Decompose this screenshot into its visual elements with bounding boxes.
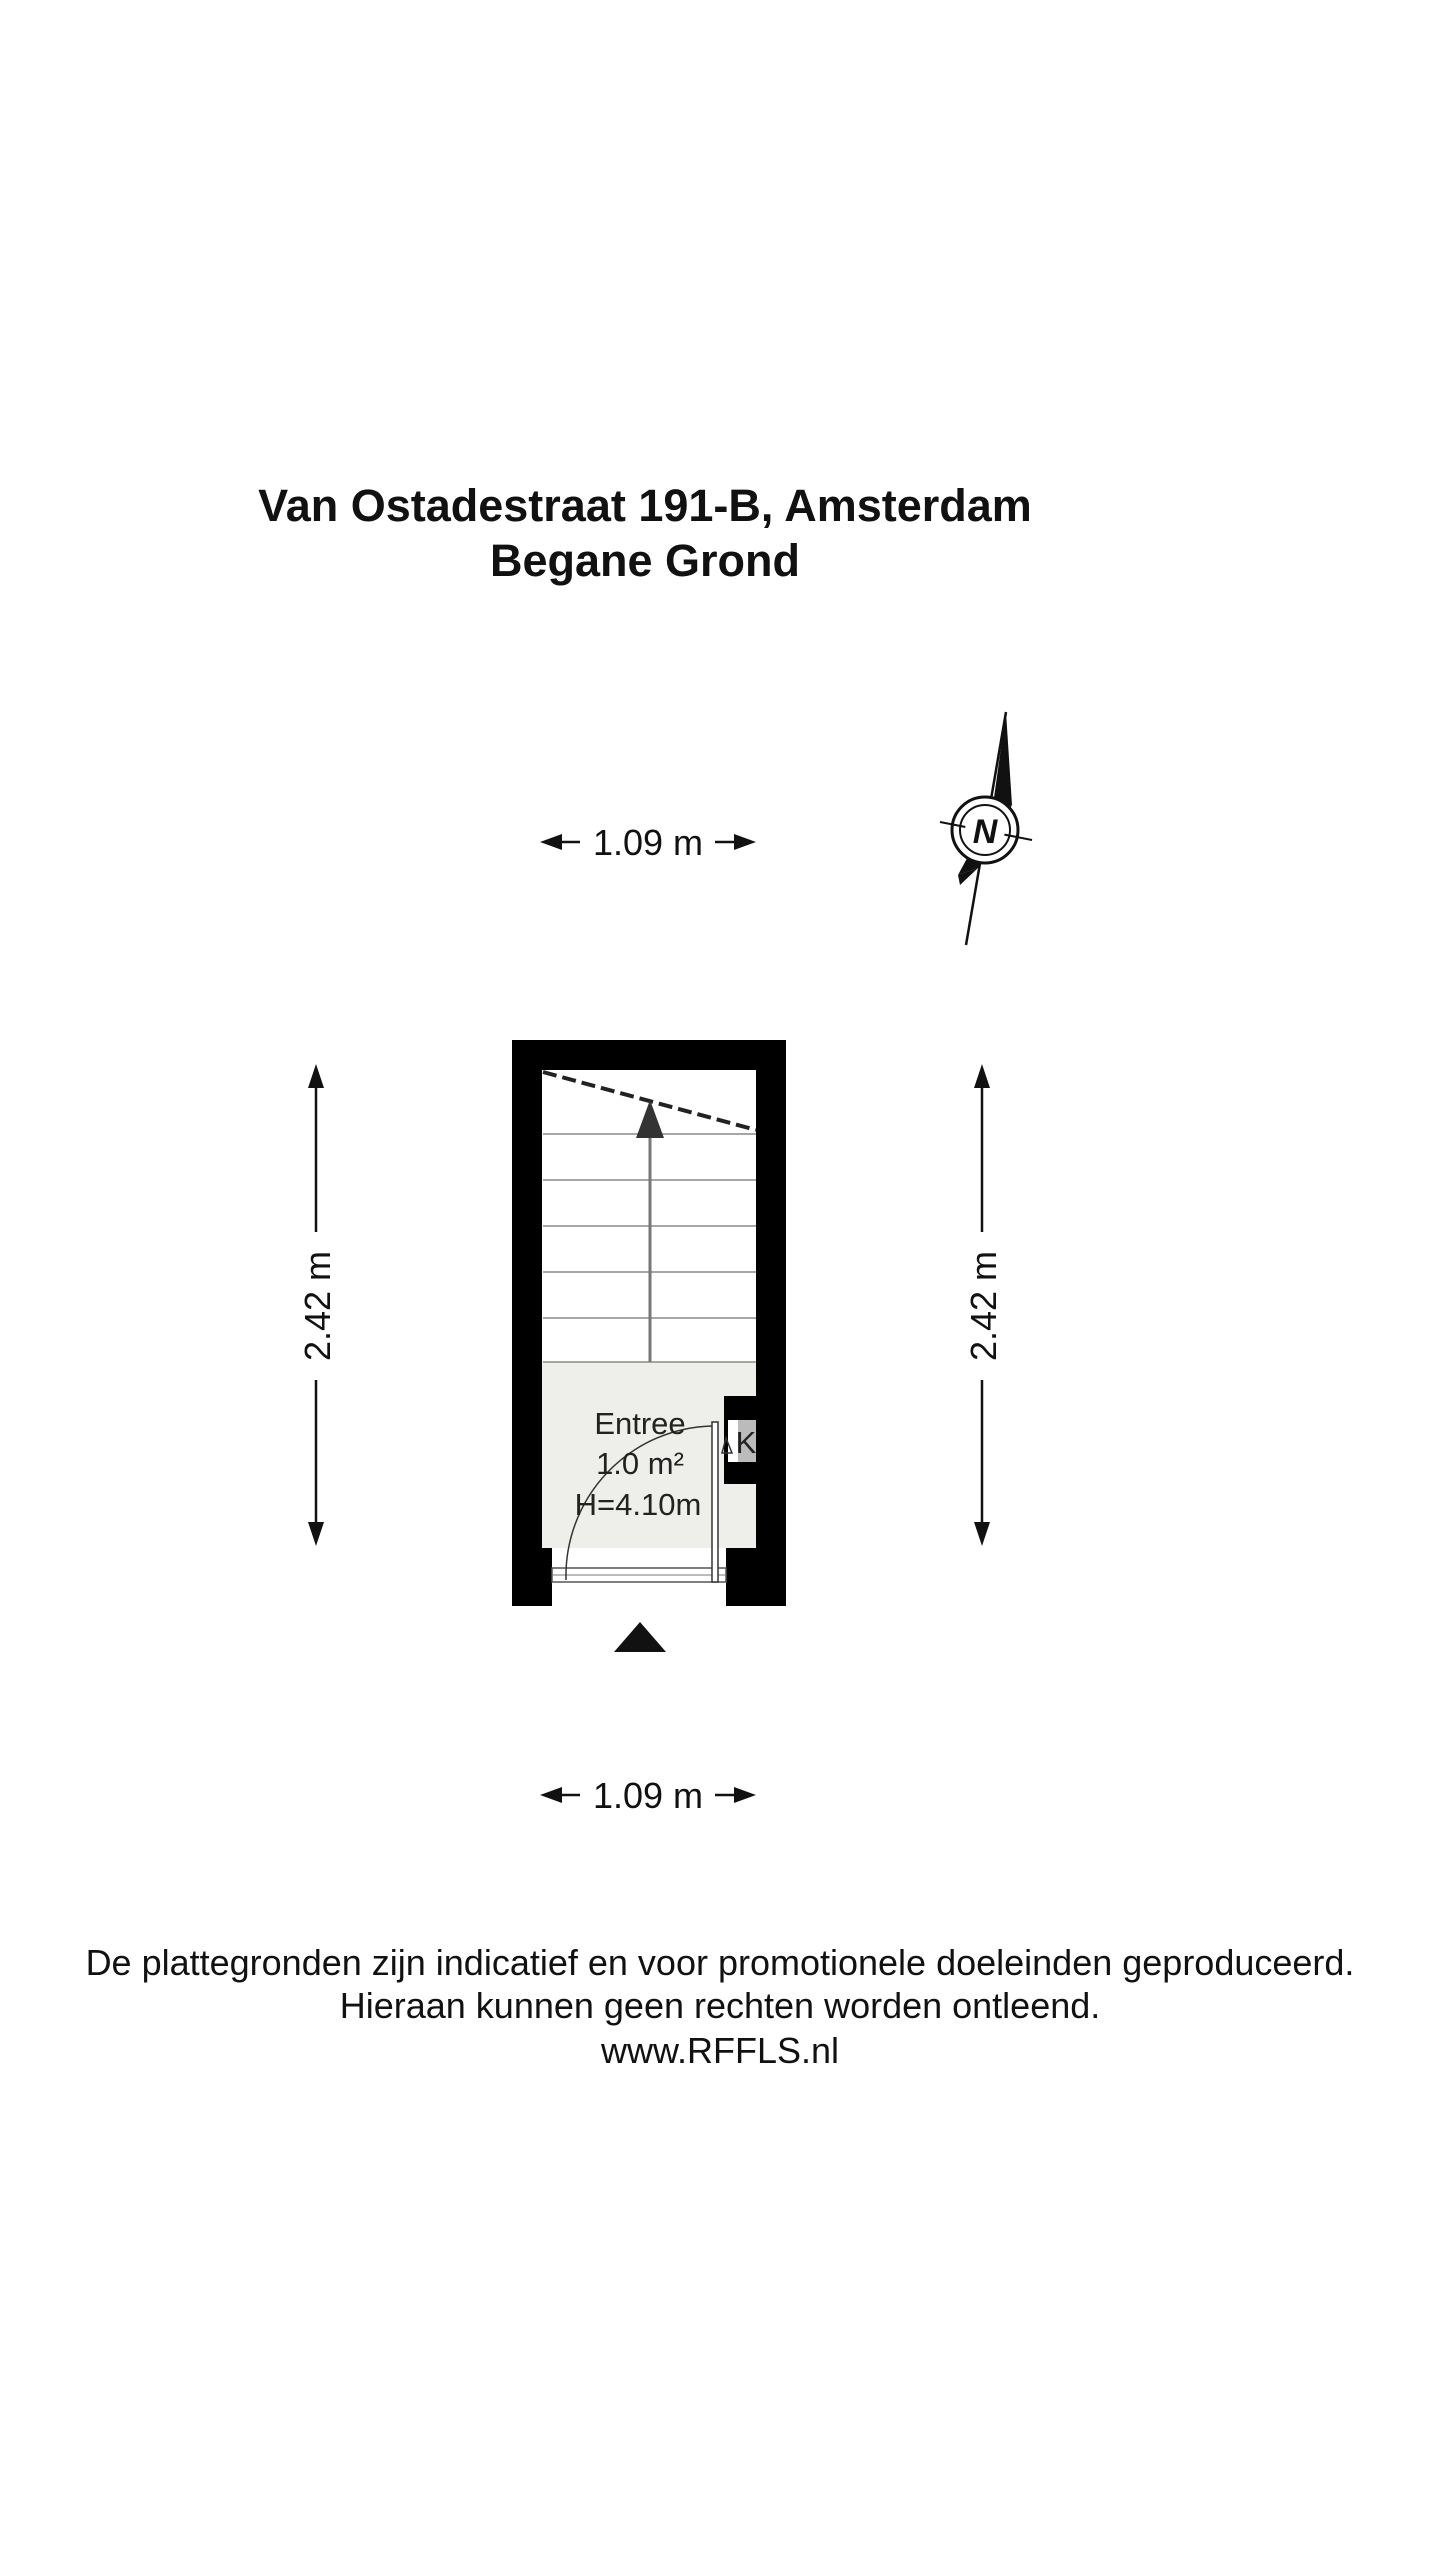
- north-arrow-icon: [940, 712, 1032, 945]
- right-height-label: 2.42 m: [963, 1250, 1004, 1362]
- disclaimer-line-2: Hieraan kunnen geen rechten worden ontleend.: [339, 1985, 1101, 2026]
- website-link[interactable]: www.RFFLS.nl: [600, 2030, 840, 2071]
- dimension-left-height: [297, 1064, 338, 1546]
- dimension-right-height: [963, 1064, 1004, 1546]
- disclaimer-line-1: De plattegronden zijn indicatief en voor promotionele doeleinden geproduceerd.: [85, 1942, 1355, 1983]
- plan-title-address: Van Ostadestraat 191-B, Amsterdam: [258, 480, 1032, 531]
- arrow-left-icon: [540, 834, 562, 850]
- plan-title-floor: Begane Grond: [489, 535, 801, 586]
- arrow-left-icon: [540, 1787, 562, 1803]
- entrance-indicator-icon: [614, 1622, 666, 1652]
- top-width-label: 1.09 m: [592, 822, 704, 863]
- room-height: H=4.10m: [574, 1487, 702, 1522]
- room-name: Entree: [594, 1406, 686, 1441]
- arrow-right-icon: [734, 1787, 756, 1803]
- left-height-label: 2.42 m: [297, 1250, 338, 1362]
- room-area: 1.0 m²: [596, 1446, 684, 1481]
- meter-cabinet-label: K: [735, 1425, 757, 1460]
- arrow-down-icon: [974, 1522, 990, 1546]
- arrow-right-icon: [734, 834, 756, 850]
- bottom-width-label: 1.09 m: [592, 1775, 704, 1816]
- north-label: N: [972, 813, 998, 851]
- arrow-down-icon: [308, 1522, 324, 1546]
- meter-cabinet: [722, 1396, 758, 1484]
- dimension-bottom-width: [540, 1775, 756, 1816]
- dimension-top-width: [540, 822, 756, 863]
